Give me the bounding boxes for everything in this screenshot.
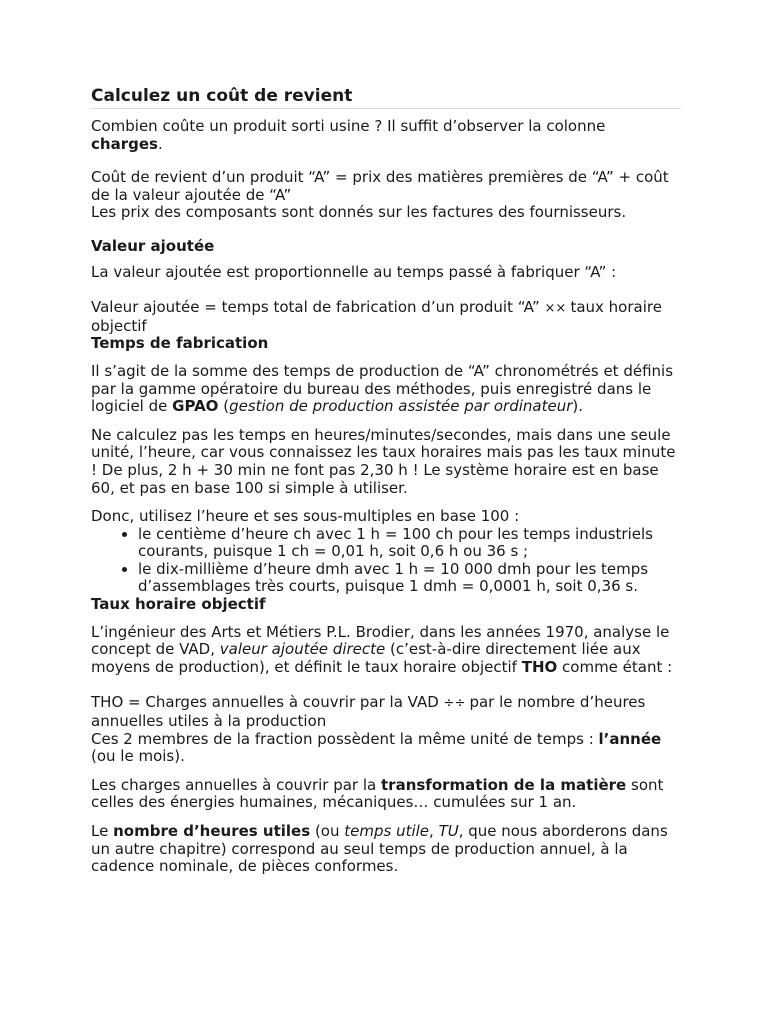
annee-term: l’année [598, 729, 662, 748]
paren-close: ). [572, 397, 583, 416]
intro-end: . [157, 134, 163, 153]
temps-paragraph-1 [91, 363, 681, 416]
page-title: Calculez un coût de revient [91, 86, 681, 109]
paren-open: ( [218, 397, 230, 416]
vad-definition: valeur ajoutée directe [219, 640, 386, 659]
temps-paragraph-2: Ne calculez pas les temps en heures/minutes/secondes, mais dans une seule unité, l’heure, car vous connaissez les taux horaires mais pas les taux minute ! De plus, 2 h + 30 min ne font pas 2,30 h ! Le système horaire est en base 60, et pas en base 100 si simple à utiliser. [91, 425, 676, 497]
heures-text: Le [91, 822, 114, 840]
temps-paragraph-3: Donc, utilisez l’heure et ses sous-multiples en base 100 : [91, 507, 520, 526]
tho-formula-end: par le nombre d’heures annuelles utiles à la production [91, 693, 646, 731]
intro-emphasis: charges [91, 134, 158, 153]
gpao-definition: gestion de production assistée par ordinateur [229, 397, 573, 416]
section-heading-valeur-ajoutee: Valeur ajoutée [91, 236, 215, 255]
section-heading-taux-horaire-objectif: Taux horaire objectif [91, 595, 266, 614]
comma: , [429, 822, 439, 840]
multiply-symbol: ×× [544, 301, 571, 317]
temps-utile-term: temps utile [344, 822, 430, 840]
intro-text: Combien coûte un produit sorti usine ? Il suffit d’observer la colonne [91, 117, 606, 135]
valeur-formula-end: taux horaire objectif [91, 298, 662, 335]
heures-text-2: (ou [310, 822, 345, 840]
section-heading-temps-de-fabrication: Temps de fabrication [91, 334, 269, 353]
transformation-term: transformation de la matière [381, 775, 627, 794]
charges-text: Les charges annuelles à couvrir par la [91, 775, 381, 794]
article-body [91, 86, 681, 876]
intro-paragraph [91, 118, 681, 153]
fraction-note [91, 731, 681, 766]
fraction-text: Ces 2 membres de la fraction possèdent la même unité de temps : [91, 729, 599, 748]
taux-paragraph-1 [91, 624, 681, 677]
temps-text: Il s’agit de la somme des temps de production de “A” chronométrés et définis par la gamme opératoire du bureau des méthodes, puis enregistré dans le logiciel de [91, 361, 674, 416]
fraction-end: (ou le mois). [91, 747, 185, 766]
tho-term: THO [521, 657, 558, 676]
list-item: • le centième d’heure ch avec 1 h = 100 ch pour les temps industriels courants, puisque 1 ch = 0,01 h, soit 0,6 h ou 36 s ; [138, 526, 681, 561]
valeur-formula [91, 299, 681, 335]
gpao-term: GPAO [172, 397, 219, 416]
taux-paragraph-4 [91, 823, 681, 876]
tu-term: TU [438, 822, 459, 840]
divide-symbol: ÷÷ [443, 696, 470, 712]
charges-end: sont celles des énergies humaines, mécaniques… cumulées sur 1 an. [91, 775, 664, 812]
taux-text-2: (c’est-à-dire directement liée aux moyens de production), et définit le taux horaire objectif [91, 640, 641, 676]
list-item: • le dix-millième d’heure dmh avec 1 h = 10 000 dmh pour les temps d’assemblages très courts, puisque 1 dmh = 0,0001 h, soit 0,36 s. [138, 561, 681, 596]
suppliers-line: Les prix des composants sont donnés sur les factures des fournisseurs. [91, 203, 627, 222]
valeur-formula-text: Valeur ajoutée = temps total de fabrication d’un produit “A” [91, 298, 545, 317]
tho-formula [91, 694, 681, 730]
valeur-paragraph: La valeur ajoutée est proportionnelle au temps passé à fabriquer “A” : [91, 262, 617, 281]
heures-utiles-term: nombre d’heures utiles [113, 822, 311, 840]
taux-paragraph-3 [91, 777, 681, 812]
heures-end: , que nous aborderons dans un autre chapitre) correspond au seul temps de production annuel, à la cadence nominale, de pièces conformes. [91, 822, 668, 876]
taux-text: L’ingénieur des Arts et Métiers P.L. Brodier, dans les années 1970, analyse le concept de VAD, [91, 622, 670, 659]
taux-text-end: comme étant : [557, 657, 673, 676]
tho-formula-text: THO = Charges annuelles à couvrir par la VAD [91, 693, 444, 712]
formula-line: Coût de revient d’un produit “A” = prix des matières premières de “A” + coût de la valeur ajoutée de “A” [91, 168, 669, 204]
units-list [91, 526, 681, 596]
